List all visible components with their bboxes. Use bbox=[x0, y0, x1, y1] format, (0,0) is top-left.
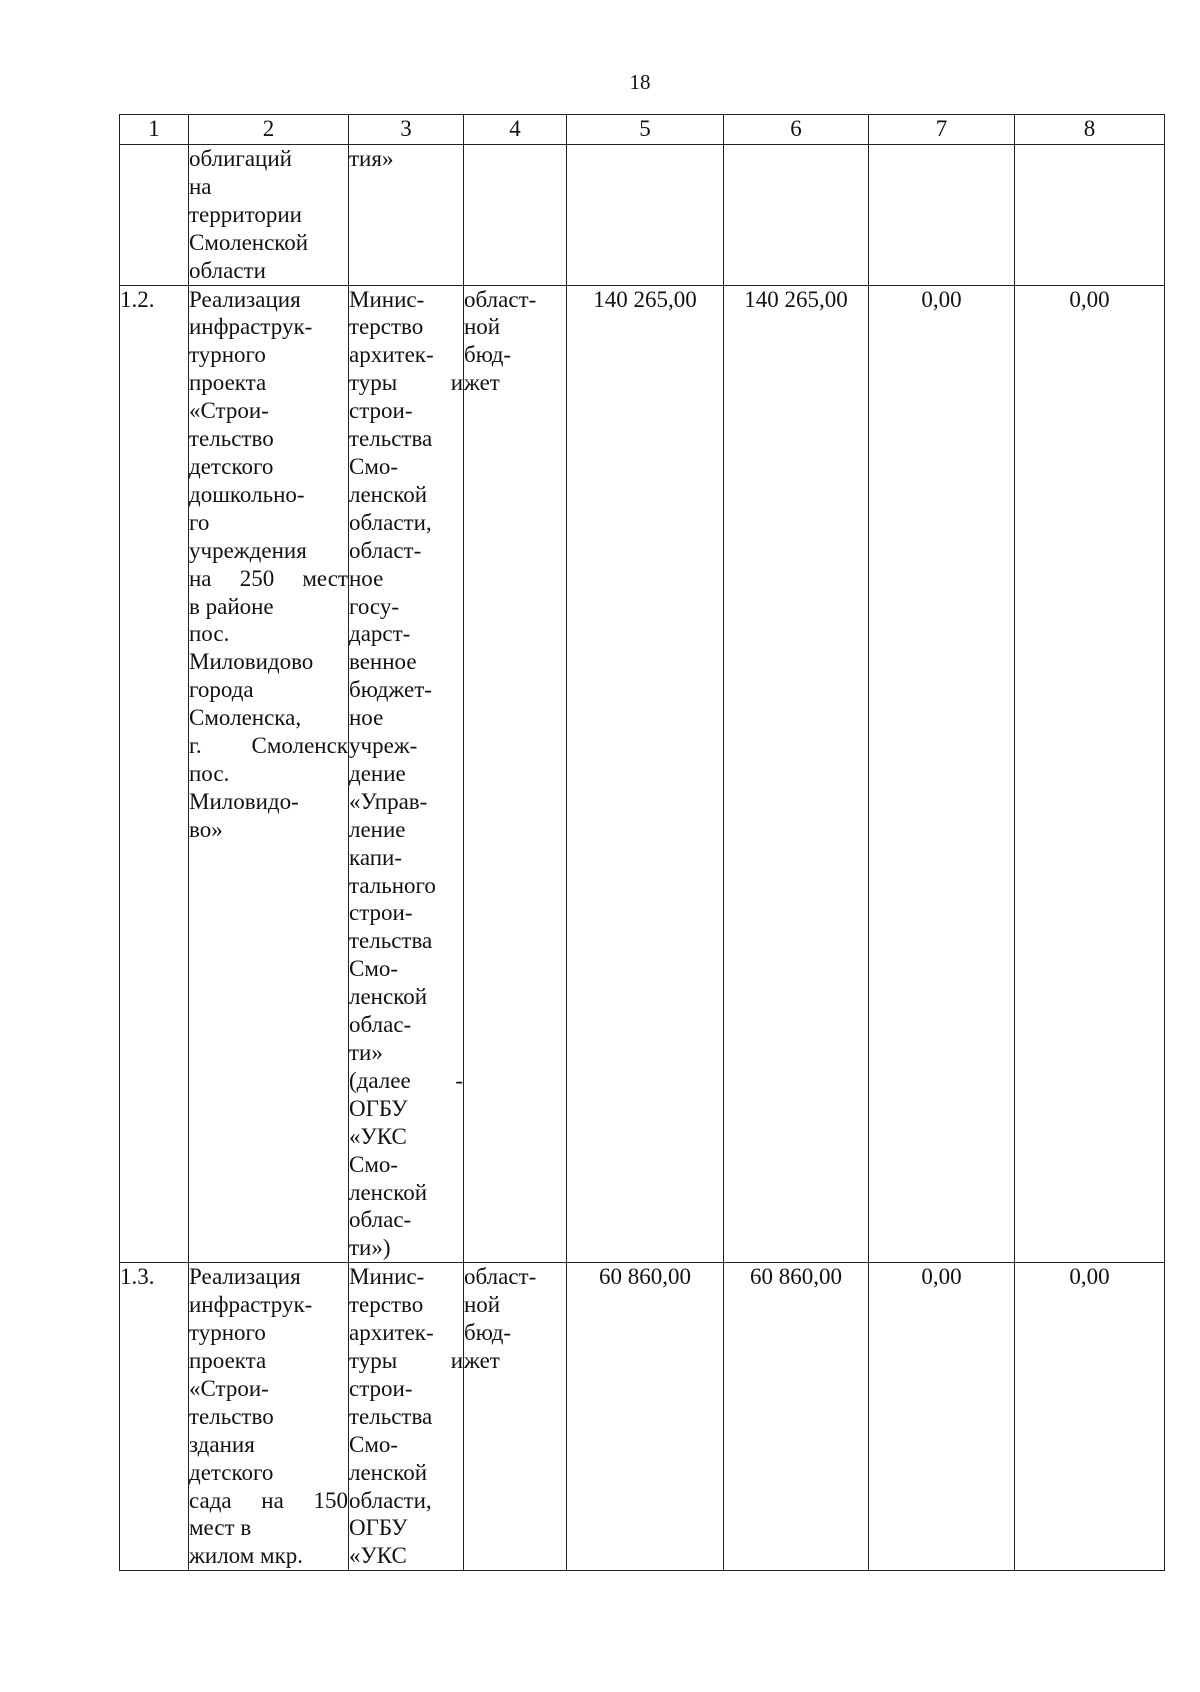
executor-cell-line: строи- bbox=[349, 398, 413, 424]
executor-cell-line: дарст- bbox=[349, 621, 411, 647]
executor-cell-line: бюджет- bbox=[349, 677, 432, 703]
executor-cell-line: дение bbox=[349, 760, 406, 786]
project-name-cell-line: г. Смоленск bbox=[189, 733, 348, 759]
executor-cell-line: тельства bbox=[349, 1403, 433, 1429]
executor-cell-line: области, bbox=[349, 509, 432, 535]
executor-cell-line: ленской bbox=[349, 1459, 428, 1485]
executor-cell-line: ленской bbox=[349, 984, 428, 1010]
project-name-cell-line: на 250 мест bbox=[189, 565, 348, 591]
funding-source-cell-line: ной bbox=[464, 314, 501, 340]
funding-source-cell-line: бюд- bbox=[464, 342, 512, 368]
amount-col-5: 60 860,00 bbox=[567, 1263, 724, 1571]
page-number: 18 bbox=[629, 70, 651, 94]
project-name-cell-line: тельство bbox=[189, 426, 274, 452]
budget-table bbox=[119, 114, 1165, 1571]
executor-cell-line: «Управ- bbox=[349, 788, 428, 814]
column-header-5: 5 bbox=[567, 115, 724, 145]
executor-cell-line: облас- bbox=[349, 1012, 412, 1038]
project-name-cell-line: тельство bbox=[189, 1403, 274, 1429]
project-name-cell-line: Смоленской bbox=[189, 229, 309, 255]
executor-cell-line: учреж- bbox=[349, 733, 418, 759]
amount-col-8: 0,00 bbox=[1015, 285, 1165, 1263]
executor-cell-line: области, bbox=[349, 1487, 432, 1513]
executor-cell-line: (далее - bbox=[349, 1067, 463, 1093]
amount-col-7: 0,00 bbox=[869, 285, 1015, 1263]
project-name-cell-line: детского bbox=[189, 1459, 274, 1485]
executor-cell-line: тия» bbox=[349, 146, 394, 171]
project-name-cell bbox=[189, 145, 349, 286]
executor-cell-line: архитек- bbox=[349, 1320, 434, 1346]
amount-col-5 bbox=[567, 145, 724, 286]
amount-col-6: 140 265,00 bbox=[724, 285, 869, 1263]
column-header-3: 3 bbox=[349, 115, 464, 145]
executor-cell-line: терство bbox=[349, 314, 424, 340]
table-header-row bbox=[120, 115, 1165, 145]
executor-cell-line: ное bbox=[349, 705, 384, 731]
executor-cell bbox=[349, 285, 464, 1263]
executor-cell-line: ОГБУ bbox=[349, 1515, 408, 1541]
amount-col-7 bbox=[869, 145, 1015, 286]
executor-cell-line: Смо- bbox=[349, 453, 399, 479]
project-name-cell-line: проекта bbox=[189, 370, 267, 396]
executor-cell bbox=[349, 145, 464, 286]
funding-source-cell-line: жет bbox=[464, 1347, 500, 1373]
funding-source-cell-line: жет bbox=[464, 370, 500, 396]
project-name-cell-line: сада на 150 bbox=[189, 1487, 348, 1513]
funding-source-cell bbox=[464, 145, 567, 286]
executor-cell-line: тельства bbox=[349, 928, 433, 954]
executor-cell-line: ти» bbox=[349, 1040, 383, 1065]
project-name-cell-line: Миловидо- bbox=[189, 788, 299, 814]
executor-cell-line: Смо- bbox=[349, 1431, 399, 1457]
executor-cell-line: ленской bbox=[349, 481, 428, 507]
executor-cell-line: «УКС bbox=[349, 1123, 407, 1149]
column-header-4: 4 bbox=[464, 115, 567, 145]
amount-col-8: 0,00 bbox=[1015, 1263, 1165, 1571]
executor-cell-line: ленской bbox=[349, 1179, 428, 1205]
project-name-cell-line: Реализация bbox=[189, 1264, 301, 1290]
project-name-cell-line: Миловидово bbox=[189, 649, 314, 675]
project-name-cell-line: территории bbox=[189, 201, 302, 227]
executor-cell-line: туры и bbox=[349, 1347, 463, 1373]
table-row bbox=[120, 145, 1165, 286]
column-header-6: 6 bbox=[724, 115, 869, 145]
project-name-cell bbox=[189, 1263, 349, 1571]
project-name-cell-line: в районе bbox=[189, 593, 274, 619]
column-header-2: 2 bbox=[189, 115, 349, 145]
project-name-cell-line: Смоленска, bbox=[189, 705, 302, 731]
amount-col-5: 140 265,00 bbox=[567, 285, 724, 1263]
funding-source-cell bbox=[464, 1263, 567, 1571]
project-name-cell-line: здания bbox=[189, 1431, 255, 1457]
column-header-1: 1 bbox=[120, 115, 189, 145]
project-name-cell-line: го bbox=[189, 509, 210, 535]
project-name-cell bbox=[189, 285, 349, 1263]
project-name-cell-line: Реализация bbox=[189, 286, 301, 312]
project-name-cell-line: мест в bbox=[189, 1515, 252, 1541]
project-name-cell-line: турного bbox=[189, 1320, 266, 1346]
amount-col-7: 0,00 bbox=[869, 1263, 1015, 1571]
project-name-cell-line: инфраструк- bbox=[189, 1292, 313, 1318]
project-name-cell-line: пос. bbox=[189, 760, 230, 786]
executor-cell-line: терство bbox=[349, 1292, 424, 1318]
executor-cell-line: ление bbox=[349, 816, 406, 842]
project-name-cell-line: во» bbox=[189, 816, 223, 842]
project-name-cell-line: на bbox=[189, 173, 212, 199]
project-name-cell-line: области bbox=[189, 257, 266, 283]
column-header-7: 7 bbox=[869, 115, 1015, 145]
column-header-8: 8 bbox=[1015, 115, 1165, 145]
funding-source-cell-line: бюд- bbox=[464, 1320, 512, 1346]
funding-source-cell bbox=[464, 285, 567, 1263]
executor-cell-line: венное bbox=[349, 649, 417, 675]
executor-cell-line: Минис- bbox=[349, 1264, 425, 1290]
project-name-cell-line: облигаций bbox=[189, 146, 292, 171]
executor-cell-line: капи- bbox=[349, 844, 403, 870]
executor-cell-line: ОГБУ bbox=[349, 1095, 408, 1121]
project-name-cell-line: «Строи- bbox=[189, 1375, 269, 1401]
project-name-cell-line: детского bbox=[189, 453, 274, 479]
project-name-cell-line: города bbox=[189, 677, 254, 703]
table-row bbox=[120, 1263, 1165, 1571]
amount-col-6: 60 860,00 bbox=[724, 1263, 869, 1571]
executor-cell-line: госу- bbox=[349, 593, 399, 619]
row-number: 1.2. bbox=[120, 285, 189, 1263]
executor-cell-line: Смо- bbox=[349, 956, 399, 982]
amount-col-6 bbox=[724, 145, 869, 286]
executor-cell-line: туры и bbox=[349, 370, 463, 396]
amount-col-8 bbox=[1015, 145, 1165, 286]
project-name-cell-line: турного bbox=[189, 342, 266, 368]
executor-cell-line: архитек- bbox=[349, 342, 434, 368]
project-name-cell-line: проекта bbox=[189, 1347, 267, 1373]
executor-cell-line: област- bbox=[349, 537, 422, 563]
funding-source-cell-line: ной bbox=[464, 1292, 501, 1318]
table-body bbox=[120, 115, 1165, 1571]
executor-cell bbox=[349, 1263, 464, 1571]
executor-cell-line: «УКС bbox=[349, 1543, 407, 1569]
table-row bbox=[120, 285, 1165, 1263]
executor-cell-line: Смо- bbox=[349, 1151, 399, 1177]
executor-cell-line: строи- bbox=[349, 900, 413, 926]
project-name-cell-line: «Строи- bbox=[189, 398, 269, 424]
executor-cell-line: ное bbox=[349, 565, 384, 591]
executor-cell-line: тельства bbox=[349, 426, 433, 452]
executor-cell-line: облас- bbox=[349, 1207, 412, 1233]
project-name-cell-line: пос. bbox=[189, 621, 230, 647]
project-name-cell-line: инфраструк- bbox=[189, 314, 313, 340]
project-name-cell-line: учреждения bbox=[189, 537, 307, 563]
row-number bbox=[120, 145, 189, 286]
executor-cell-line: ти») bbox=[349, 1235, 391, 1261]
project-name-cell-line: дошкольно- bbox=[189, 481, 305, 507]
project-name-cell-line: жилом мкр. bbox=[189, 1543, 304, 1569]
row-number: 1.3. bbox=[120, 1263, 189, 1571]
executor-cell-line: тального bbox=[349, 872, 436, 898]
executor-cell-line: Минис- bbox=[349, 286, 425, 312]
funding-source-cell-line: област- bbox=[464, 286, 537, 312]
funding-source-cell-line: област- bbox=[464, 1264, 537, 1290]
executor-cell-line: строи- bbox=[349, 1375, 413, 1401]
